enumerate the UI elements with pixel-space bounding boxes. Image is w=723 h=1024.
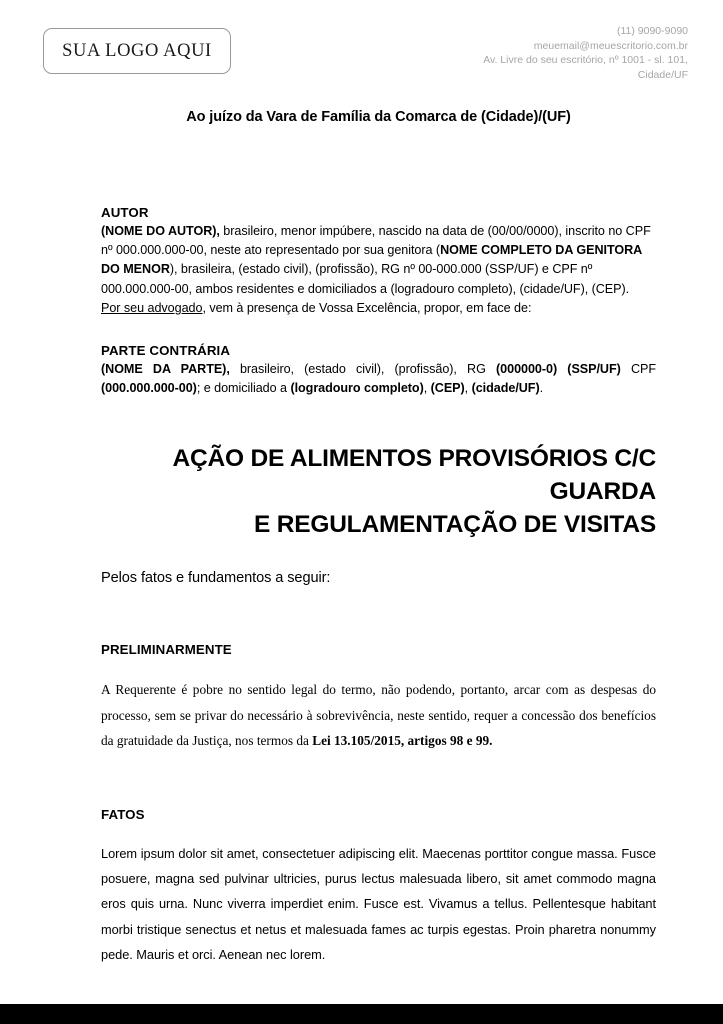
preliminary-paragraph [101,677,656,754]
author-name: (NOME DO AUTOR), [101,224,220,238]
section-heading-preliminarmente: PRELIMINARMENTE [101,642,232,658]
author-paragraph [101,222,656,299]
opposing-cpf: (000.000.000-00) [101,381,197,396]
opposing-cep: (CEP) [430,381,465,396]
opposing-party-name: (NOME DA PARTE), [101,362,230,377]
footer-black-bar [0,1004,723,1024]
main-title-line-1: AÇÃO DE ALIMENTOS PROVISÓRIOS C/C GUARDA [172,445,656,506]
document-content [101,0,656,967]
main-title [101,442,656,541]
addressee-line: Ao juízo da Vara de Família da Comarca de (Cidade)/(UF) [186,109,571,125]
opposing-text-2: CPF [620,362,656,377]
section-label-autor: AUTOR [101,205,149,220]
preliminary-law-reference: Lei 13.105/2015, artigos 98 e 99. [312,733,493,749]
opposing-text-4: , [423,381,431,396]
section-label-parte-contraria: PARTE CONTRÁRIA [101,343,231,359]
facts-paragraph: Lorem ipsum dolor sit amet, consectetuer adipiscing elit. Maecenas porttitor congue massa. Fusce posuere, magna sed pulvinar ultricies, purus lectus malesuada libero, sit amet commodo magna eros quis urna. Nunc viverra imperdiet enim. Fusce est. Vivamus a tellus. Pellentesque habitant morbi tristique senectus et netus et malesuada fames ac turpis egestas. Proin pharetra nonummy pede. Mauris et orci. Aenean nec lorem. [101,845,656,962]
opposing-text-6: . [539,381,544,396]
lead-line: Pelos fatos e fundamentos a seguir: [101,570,331,587]
lawyer-line-paragraph [101,299,656,318]
opposing-rg: (000000-0) (SSP/UF) [496,362,621,377]
opposing-text-5: , [464,381,472,396]
contact-email: meuemail@meuescritorio.com.br [533,39,688,52]
section-heading-fatos: FATOS [101,806,145,822]
opposing-text-3: ; e domiciliado a [196,381,291,396]
author-text-2: ), brasileira, (estado civil), (profissão), RG nº 00-000.000 (SSP/UF) e CPF nº 000.000.000-00, ambos residentes e domiciliados a (logradouro completo), (cidade/UF), (CEP). [101,262,630,296]
opposing-city: (cidade/UF) [471,381,540,396]
guardian-name: NOME COMPLETO DA GENITORA DO MENOR [101,243,642,277]
opposing-address: (logradouro completo) [290,381,424,396]
contact-address-line-2: Cidade/UF [637,68,688,81]
main-title-line-2: E REGULAMENTAÇÃO DE VISITAS [253,511,656,539]
lawyer-rest-text: , vem à presença de Vossa Excelência, propor, em face de: [202,300,532,315]
preliminary-text: A Requerente é pobre no sentido legal do termo, não podendo, portanto, arcar com as despesas do processo, sem se privar do necessário à sobrevivência, neste sentido, requer a concessão dos benefícios da gratuidade da Justiça, nos termos da [101,682,656,749]
lawyer-underlined-text: Por seu advogado [101,300,203,315]
opposing-party-paragraph [101,360,656,398]
author-text-1: brasileiro, menor impúbere, nascido na data de (00/00/0000), inscrito no CPF nº 000.000.000-00, neste ato representado por sua genitora ( [101,224,651,258]
opposing-text-1: brasileiro, (estado civil), (profissão), RG [229,362,497,377]
contact-address-line-1: Av. Livre do seu escritório, nº 1001 - sl. 101, [483,54,688,67]
logo-placeholder-text: SUA LOGO AQUI [62,40,212,61]
contact-phone: (11) 9090-9090 [616,25,688,37]
